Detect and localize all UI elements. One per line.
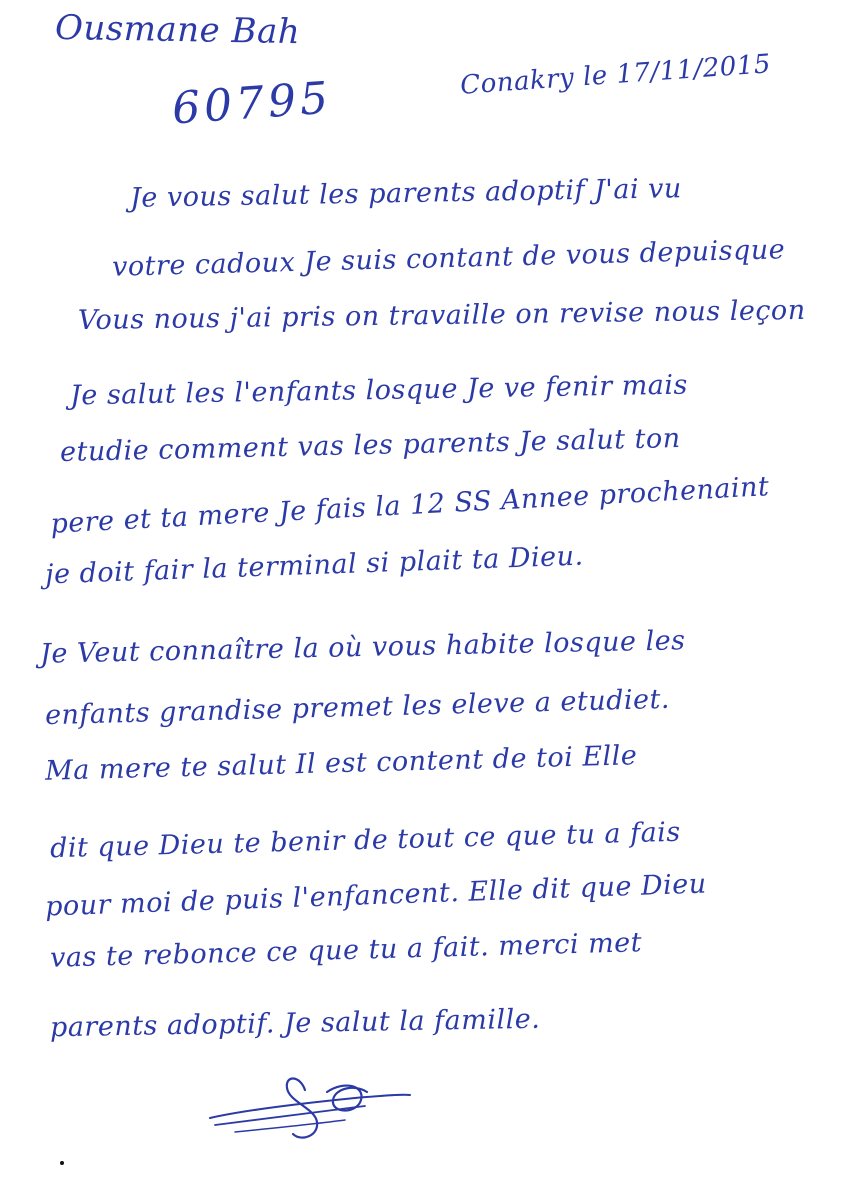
- letter-line: parents adoptif. Je salut la famille.: [49, 1003, 541, 1044]
- letter-line: dit que Dieu te benir de tout ce que tu a fais: [49, 816, 682, 865]
- ink-dot: [60, 1161, 64, 1165]
- sender-name: Ousmane Bah: [54, 7, 301, 53]
- letter-line: Je Veut connaître la où vous habite losque les: [39, 625, 686, 670]
- letter-line: Vous nous j'ai pris on travaille on revise nous leçon: [77, 294, 806, 337]
- signature: [205, 1070, 415, 1160]
- signature-scribble-icon: [205, 1070, 415, 1160]
- letter-line: pere et ta mere Je fais la 12 SS Annee prochenaint: [49, 471, 771, 540]
- letter-line: Je salut les l'enfants losque Je ve fenir mais: [69, 369, 689, 412]
- letter-line: Je vous salut les parents adoptif J'ai vu: [129, 173, 683, 214]
- place-and-date: Conakry le 17/11/2015: [459, 49, 772, 101]
- letter-line: pour moi de puis l'enfancent. Elle dit que Dieu: [44, 868, 708, 923]
- letter-line: vas te rebonce ce que tu a fait. merci met: [49, 927, 643, 974]
- letter-line: etudie comment vas les parents Je salut ton: [59, 422, 681, 469]
- letter-line: votre cadoux Je suis contant de vous depuisque: [111, 234, 786, 283]
- sender-number: 60795: [170, 72, 334, 135]
- letter-line: Ma mere te salut Il est content de toi Elle: [44, 740, 638, 787]
- letter-line: enfants grandise premet les eleve a etudiet.: [44, 683, 671, 732]
- letter-line: je doit fair la terminal si plait ta Dieu.: [44, 540, 585, 591]
